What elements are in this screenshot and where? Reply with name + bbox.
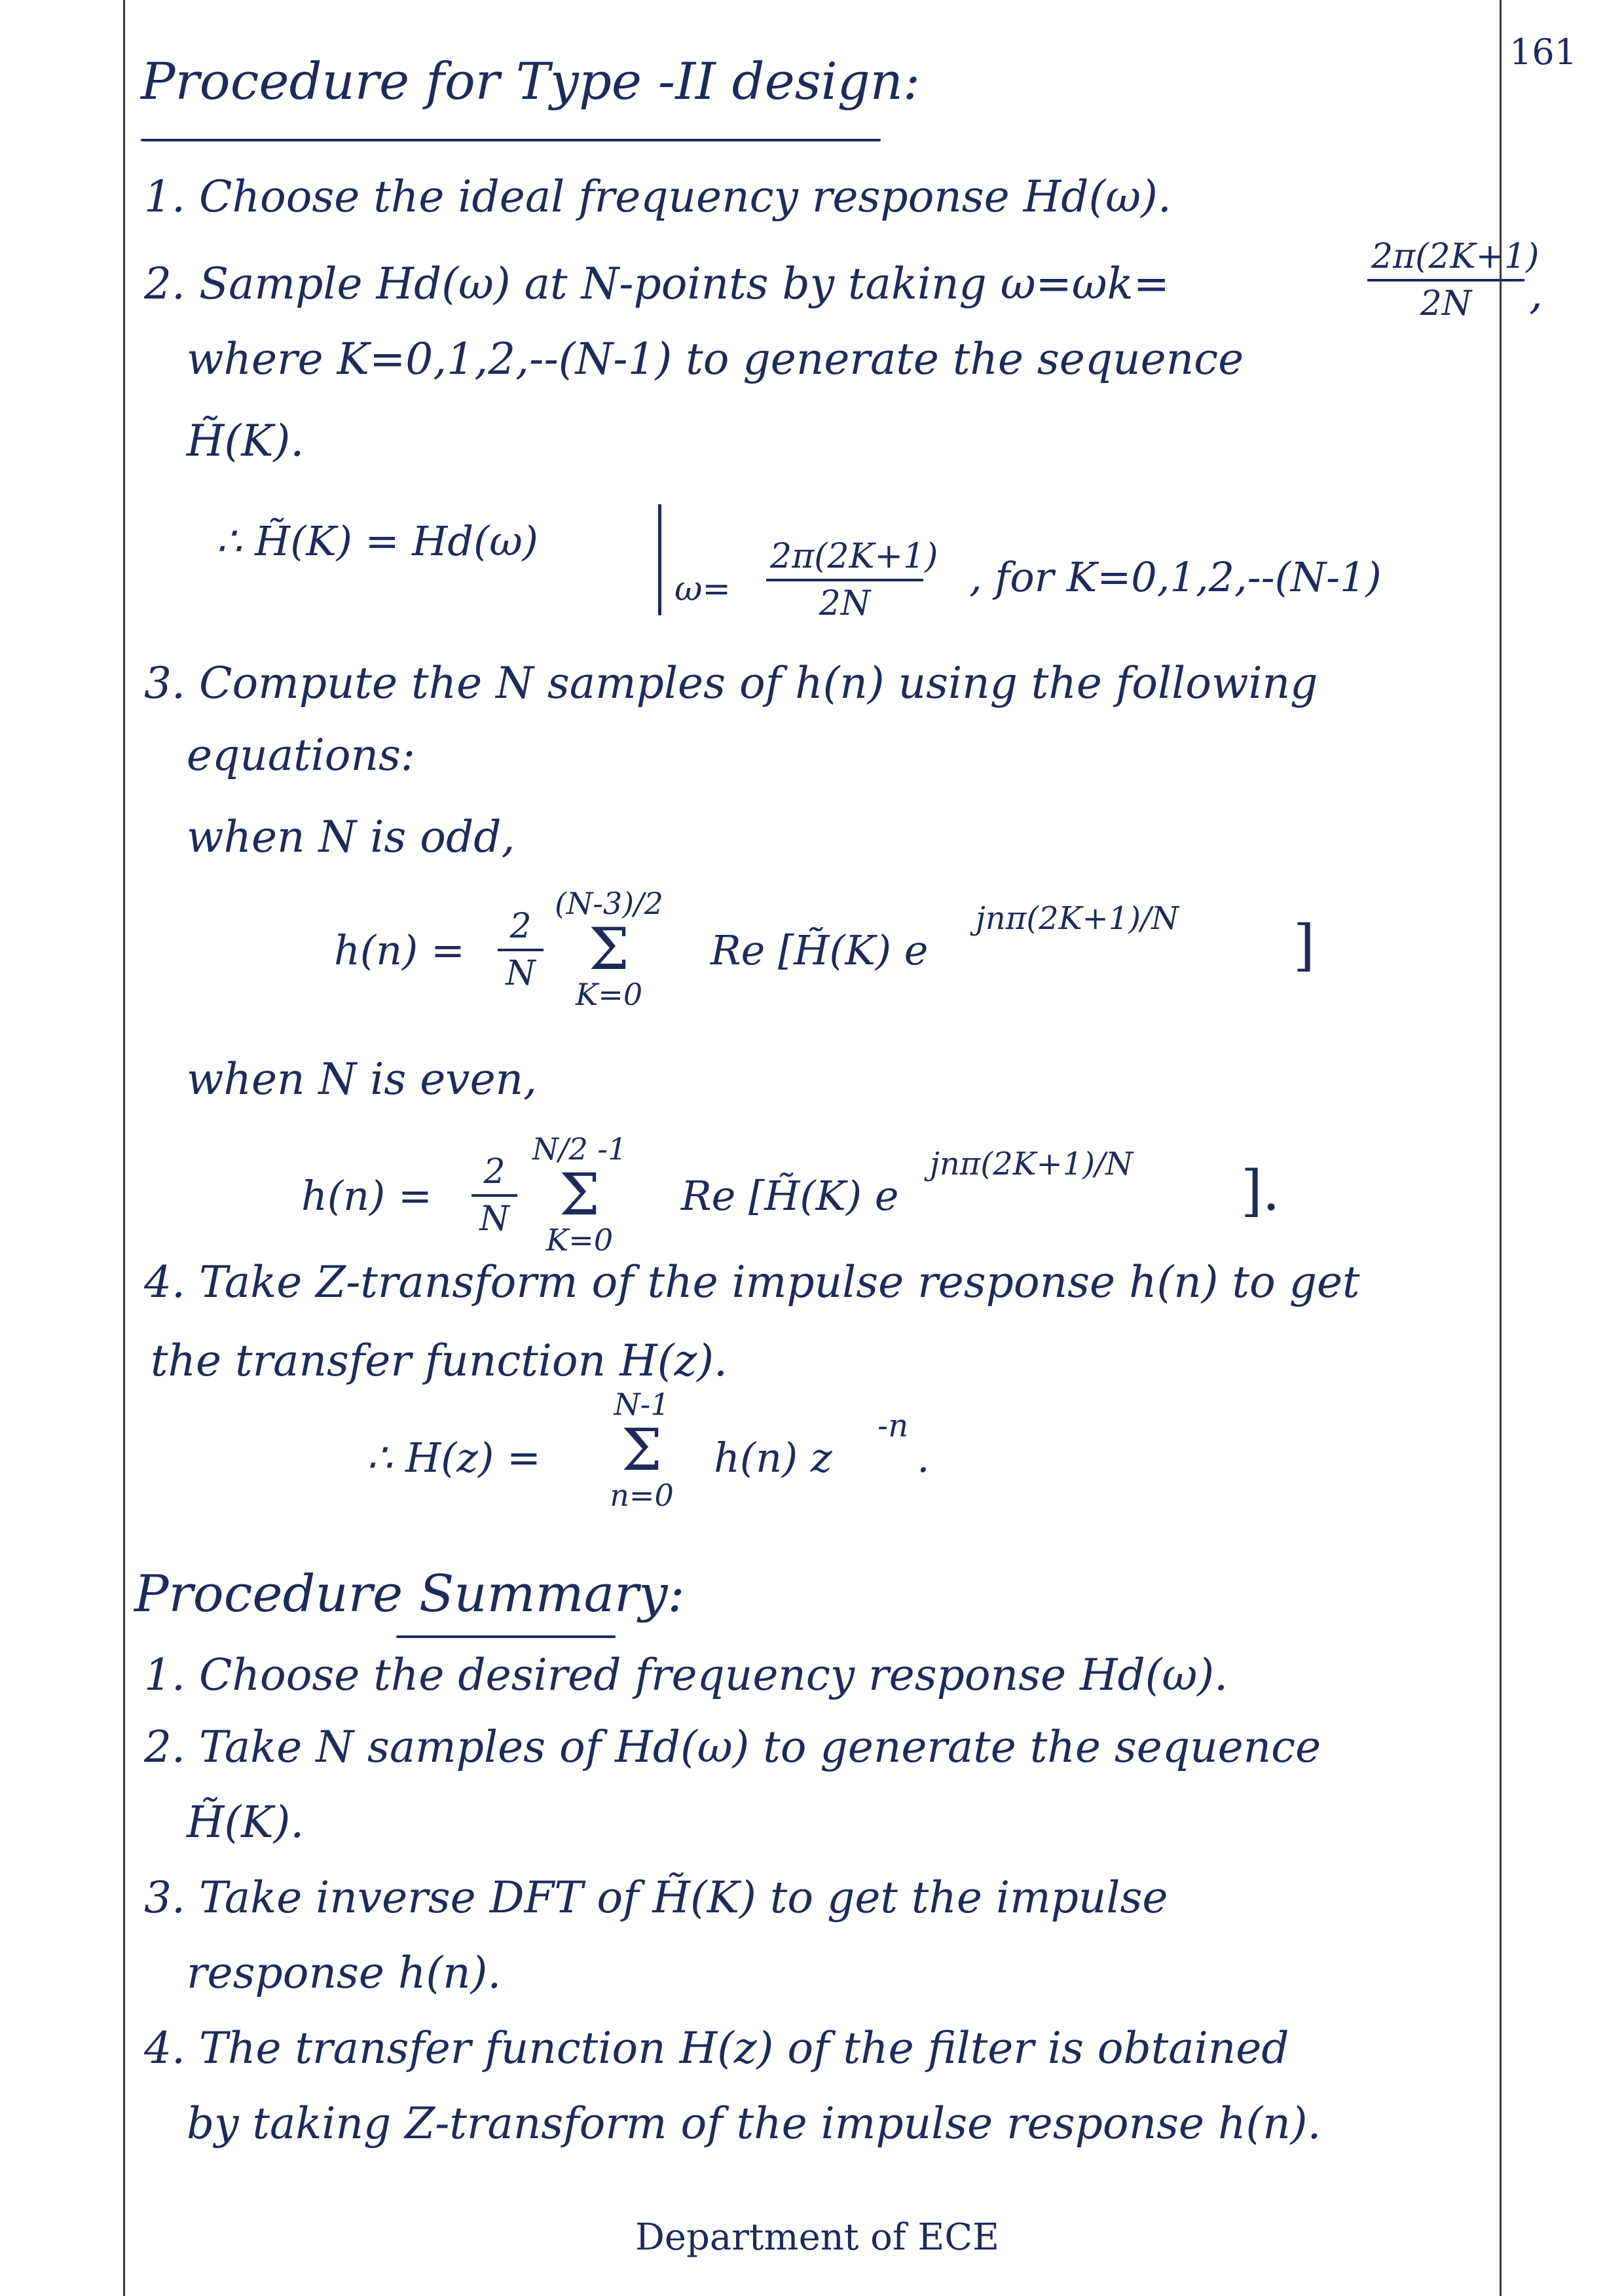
section-title-type2: Procedure for Type -II design: [141, 52, 921, 111]
hz-end: . [917, 1434, 930, 1482]
frac-bar [471, 1194, 517, 1197]
odd-summation [553, 887, 665, 1011]
even-sum-lower: K=0 [545, 1222, 614, 1258]
sigma-icon: Σ [621, 1415, 663, 1484]
even-coef-num: 2 [483, 1152, 506, 1192]
even-coefficient [471, 1152, 517, 1239]
frac-bar [766, 579, 923, 581]
page-number: 161 [1509, 31, 1578, 73]
eq1-sub: ω= [674, 570, 731, 609]
step4-text-line2: the transfer function H(z). [151, 1336, 728, 1386]
even-exponent: jnπ(2K+1)/N [930, 1146, 1134, 1182]
eq1-tail: , for K=0,1,2,--(N-1) [969, 553, 1382, 601]
footer-department: Department of ECE [635, 2216, 1000, 2259]
summary-step2-line2: H̃(K). [187, 1797, 304, 1848]
odd-coef-num: 2 [509, 907, 532, 946]
even-close: ]. [1241, 1159, 1280, 1223]
summary-step3: 3. Take inverse DFT of H̃(K) to get the impulse [144, 1872, 1168, 1923]
step3-text: 3. Compute the N samples of h(n) using the following [144, 658, 1318, 708]
frac-bar [498, 949, 544, 951]
step2-text-line3: H̃(K). [187, 416, 304, 466]
sigma-icon: Σ [588, 915, 630, 983]
step3-text-line2: equations: [187, 730, 416, 780]
title-underline [141, 139, 881, 141]
hz-lhs: ∴ H(z) = [367, 1434, 541, 1482]
summary-step3-line2: response h(n). [187, 1948, 502, 1998]
even-case-label: when N is even, [187, 1054, 538, 1104]
hz-sum-lower: n=0 [610, 1477, 674, 1513]
right-margin-line [1500, 0, 1502, 2296]
hz-exponent: -n [877, 1408, 909, 1444]
odd-body: Re [H̃(K) e [710, 926, 929, 974]
hz-body: h(n) z [714, 1434, 832, 1482]
left-margin-line [123, 0, 125, 2296]
hz-sum-upper: N-1 [614, 1387, 670, 1422]
odd-coefficient [498, 907, 544, 993]
step2-text: 2. Sample Hd(ω) at N-points by taking ω=ωk= [144, 259, 1170, 309]
even-lhs: h(n) = [301, 1172, 432, 1220]
odd-close: ] [1293, 913, 1315, 977]
summary-underline [396, 1635, 616, 1638]
hz-summation [606, 1388, 678, 1512]
even-coef-den: N [479, 1199, 509, 1239]
step2-fraction [1367, 237, 1540, 323]
step4-text: 4. Take Z-transform of the impulse response h(n) to get [144, 1257, 1360, 1307]
summary-step2: 2. Take N samples of Hd(ω) to generate the sequence [144, 1722, 1321, 1772]
sigma-icon: Σ [559, 1160, 600, 1228]
eq1-evaluation-bar [658, 504, 661, 615]
odd-lhs: h(n) = [334, 926, 465, 974]
eq1-fraction [766, 537, 938, 623]
summary-step4: 4. The transfer function H(z) of the filter is obtained [144, 2023, 1289, 2073]
frac-bar [1367, 279, 1524, 282]
even-body: Re [H̃(K) e [681, 1172, 899, 1220]
eq1-frac-den: 2N [819, 584, 871, 623]
odd-coef-den: N [506, 954, 536, 993]
odd-case-label: when N is odd, [187, 812, 515, 862]
summary-step1: 1. Choose the desired frequency response Hd(ω). [144, 1650, 1228, 1700]
step2-comma: , [1529, 268, 1543, 319]
section-title-summary: Procedure Summary: [134, 1565, 685, 1624]
odd-sum-upper: (N-3)/2 [555, 886, 663, 921]
odd-sum-lower: K=0 [575, 976, 643, 1012]
odd-exponent: jnπ(2K+1)/N [976, 900, 1179, 937]
step2-text-line2: where K=0,1,2,--(N-1) to generate the sequence [187, 334, 1244, 384]
step2-frac-num: 2π(2K+1) [1371, 237, 1540, 276]
summary-step4-line2: by taking Z-transform of the impulse response h(n). [187, 2098, 1321, 2149]
step1-text: 1. Choose the ideal frequency response Hd(ω). [144, 172, 1172, 222]
even-sum-upper: N/2 -1 [532, 1131, 627, 1167]
even-summation [530, 1133, 629, 1256]
eq1-frac-num: 2π(2K+1) [770, 537, 938, 576]
eq1-lhs: ∴ H̃(K) = Hd(ω) [216, 517, 538, 565]
step2-frac-den: 2N [1420, 284, 1472, 323]
